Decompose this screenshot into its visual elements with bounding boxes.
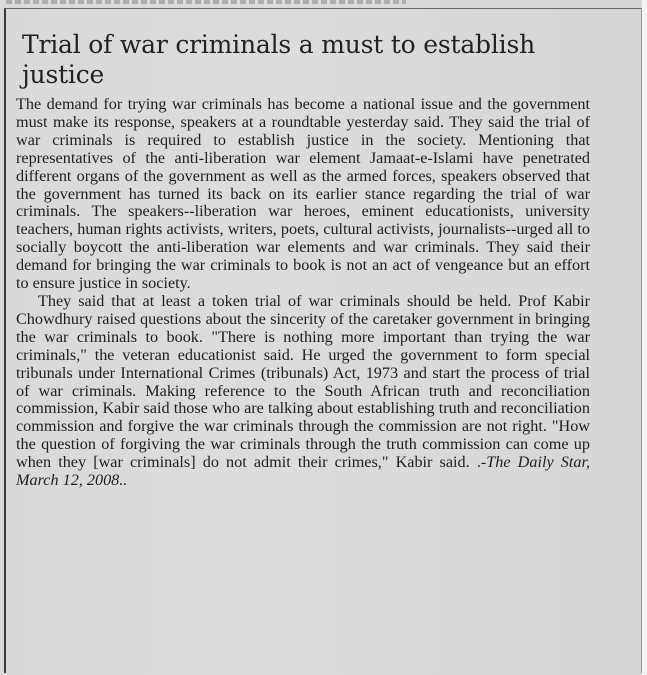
article-body [16, 96, 590, 490]
article-paragraph-2-text: They said that at least a token trial of war criminals should be held. Prof Kabir Chowdhury raised questions about the sincerity of the caretaker government in bringing the war criminals to book. "There is nothing more important than trying the war criminals," the veteran educationist said. He urged the government to form special tribunals under International Crimes (tribunals) Act, 1973 and start the process of trial of war criminals. Making reference to the South African truth and reconciliation commission, Kabir said those who are talking about establishing truth and reconciliation commission and forgive the war criminals through the commission are not right. "How the question of forgiving the war criminals through the truth commission can come up when they [war criminals] do not admit their crimes," Kabir said. .- [16, 291, 590, 472]
article-source: The Daily Star, March 12, 2008.. [16, 453, 591, 490]
article-paragraph-1: The demand for trying war criminals has become a national issue and the government must make its response, speakers at a roundtable yesterday said. They said the trial of war criminals is required to establish justice in the society. Mentioning that representatives of the anti-liberation war element Jamaat-e-Islami have penetrated different organs of the government as well as the armed forces, speakers observed that the government has turned its back on its earlier stance regarding the trial of war criminals. The speakers--liberation war heroes, eminent educationists, university teachers, human rights activists, writers, poets, cultural activists, journalists--urged all to socially boycott the anti-liberation war elements and war criminals. They said their demand for bringing the war criminals to book is not an act of vengeance but an effort to ensure justice in society. [16, 95, 590, 293]
article-headline: Trial of war criminals a must to establish justice [22, 30, 535, 89]
top-rule-divider [6, 0, 406, 4]
page-edge [642, 0, 647, 675]
article-paragraph-2 [16, 293, 590, 490]
